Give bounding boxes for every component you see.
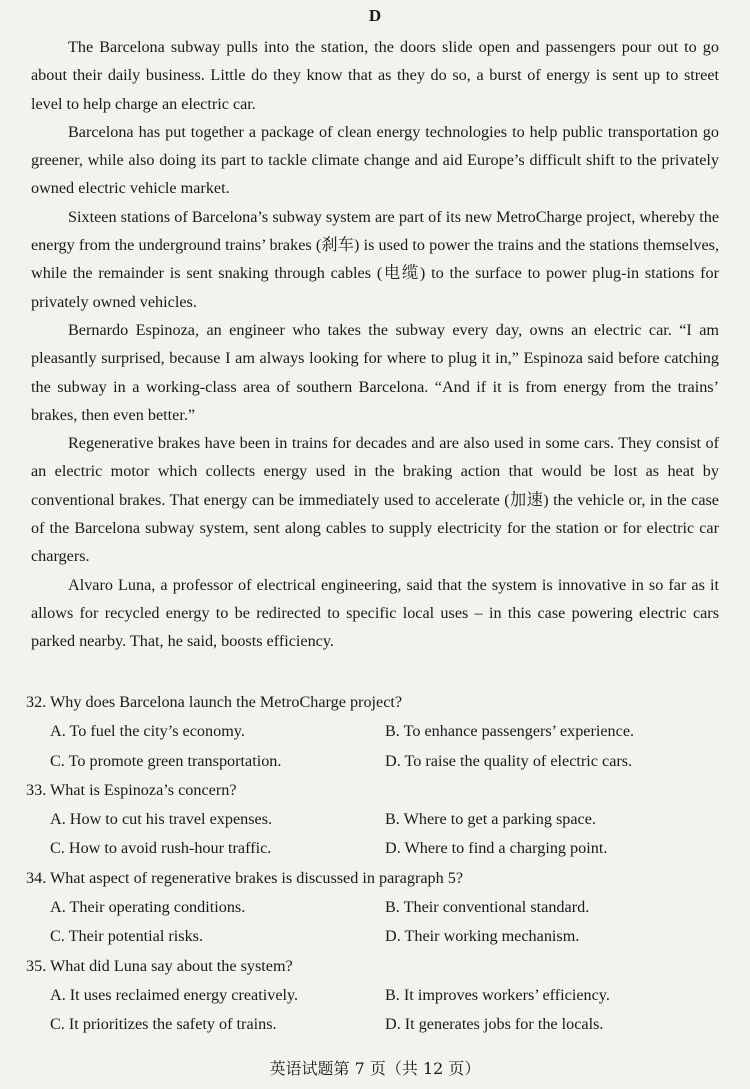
option-d: D. To raise the quality of electric cars.	[385, 751, 633, 770]
section-letter: D	[368, 6, 382, 25]
paragraph-3: Sixteen stations of Barcelona’s subway system are part of its new MetroCharge project, whereby the energy from the underground trains’ brakes (刹车) is used to power the trains and the stations themselves, while the remainder is sent snaking through cables (电缆) to the surface to power plug-in stations for privately owned vehicles.	[31, 207, 719, 311]
option-b: B. It improves workers’ efficiency.	[385, 985, 610, 1004]
option-a: A. To fuel the city’s economy.	[50, 722, 245, 741]
option-c: C. To promote green transportation.	[50, 751, 282, 770]
paragraph-4: Bernardo Espinoza, an engineer who takes the subway every day, owns an electric car. “I am pleasantly surprised, because I am always looking for where to plug it in,” Espinoza said before catching the subway in a working-class area of southern Barcelona. “And if it is from energy from the trains’ brakes, then even better.”	[31, 320, 719, 424]
option-c: C. How to avoid rush-hour traffic.	[50, 839, 272, 858]
question-stem: 35. What did Luna say about the system?	[26, 956, 293, 975]
option-b: B. Their conventional standard.	[385, 898, 590, 917]
question-32	[26, 688, 726, 776]
paragraph-1: The Barcelona subway pulls into the station, the doors slide open and passengers pour out to go about their daily business. Little do they know that as they do so, a burst of energy is sent up to street level to help charge an electric car.	[31, 38, 719, 113]
question-33	[26, 776, 726, 864]
option-d: D. It generates jobs for the locals.	[385, 1015, 604, 1034]
question-list	[26, 688, 726, 1040]
reading-passage	[31, 33, 719, 656]
option-a: A. How to cut his travel expenses.	[50, 810, 273, 829]
question-35	[26, 952, 726, 1040]
option-c: C. It prioritizes the safety of trains.	[50, 1015, 277, 1034]
page-footer: 英语试题第 7 页（共 12 页）	[269, 1059, 481, 1078]
paragraph-2: Barcelona has put together a package of clean energy technologies to help public transportation go greener, while also doing its part to tackle climate change and aid Europe’s difficult shift to the privately owned electric vehicle market.	[31, 122, 719, 198]
paragraph-6: Alvaro Luna, a professor of electrical engineering, said that the system is innovative in so far as it allows for recycled energy to be redirected to specific local uses – in this case powering electric cars parked nearby. That, he said, boosts efficiency.	[31, 575, 719, 651]
option-a: A. Their operating conditions.	[50, 898, 246, 917]
question-34	[26, 864, 726, 952]
paragraph-5: Regenerative brakes have been in trains for decades and are also used in some cars. They consist of an electric motor which collects energy used in the braking action that would be lost as heat by conventional brakes. That energy can be immediately used to accelerate (加速) the vehicle or, in the case of the Barcelona subway system, sent along cables to supply electricity for the station or for electric car chargers.	[31, 434, 719, 566]
option-d: D. Their working mechanism.	[385, 927, 580, 946]
option-b: B. Where to get a parking space.	[385, 810, 596, 829]
question-stem: 32. Why does Barcelona launch the MetroCharge project?	[26, 693, 403, 711]
question-stem: 34. What aspect of regenerative brakes is discussed in paragraph 5?	[26, 868, 464, 887]
option-a: A. It uses reclaimed energy creatively.	[50, 985, 299, 1004]
option-d: D. Where to find a charging point.	[385, 839, 608, 858]
question-stem: 33. What is Espinoza’s concern?	[26, 780, 237, 799]
option-b: B. To enhance passengers’ experience.	[385, 722, 635, 741]
option-c: C. Their potential risks.	[50, 927, 204, 946]
